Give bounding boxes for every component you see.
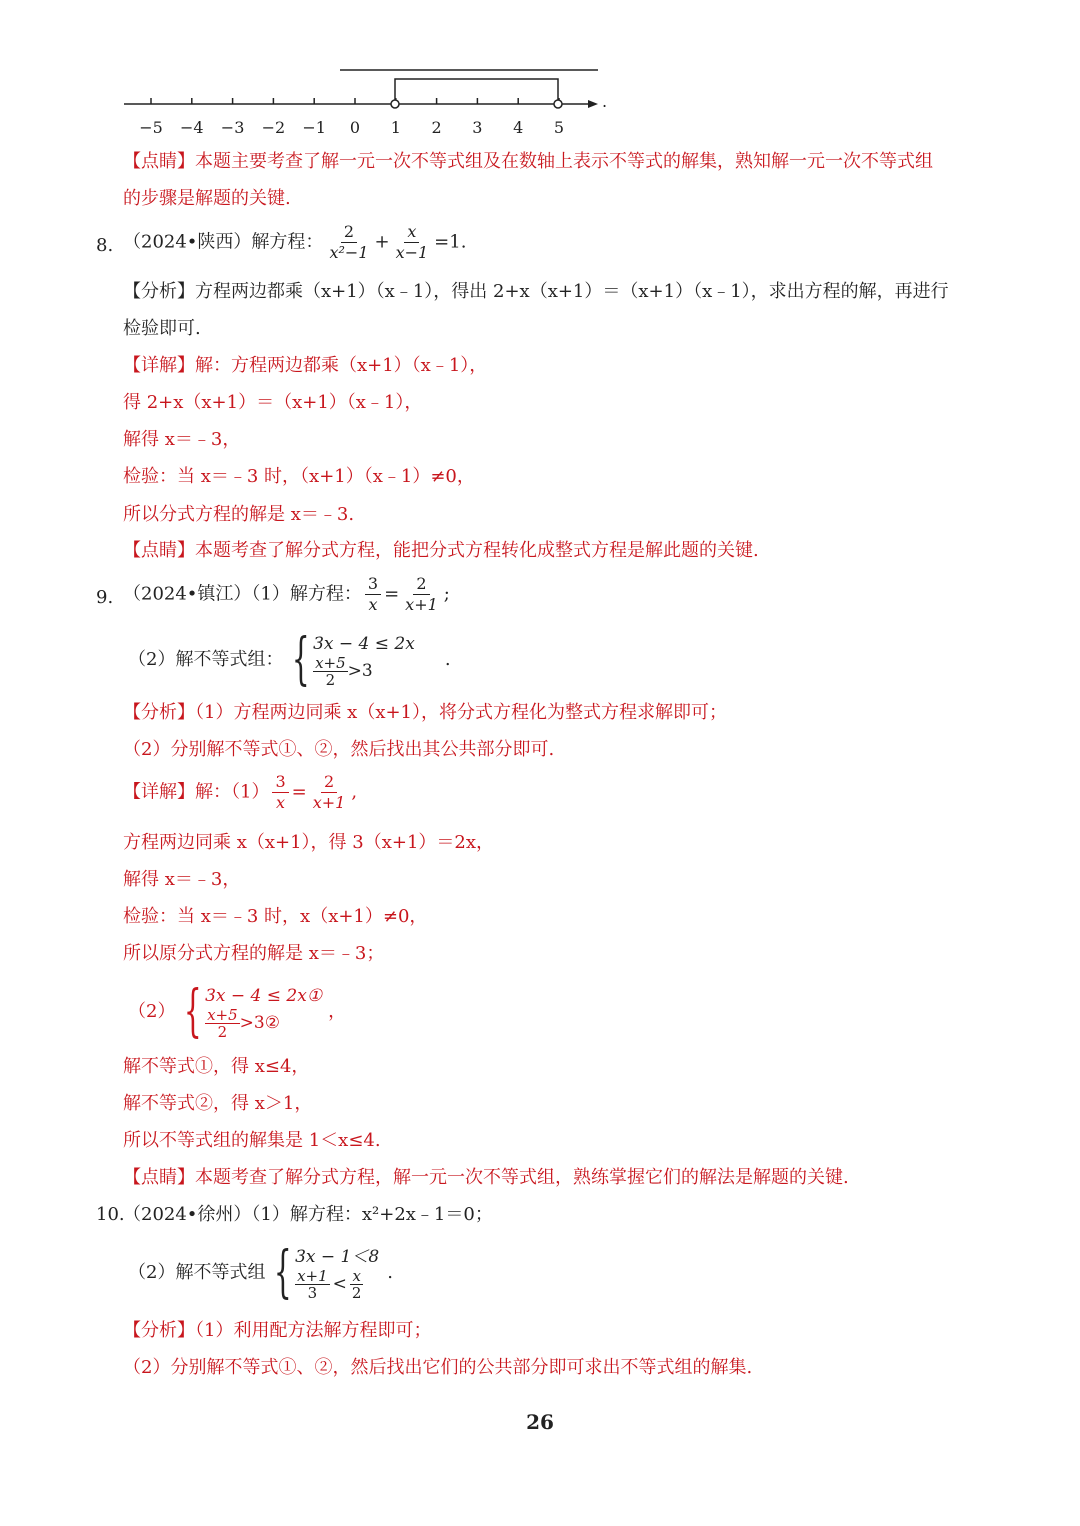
tick-label-10: 5 [553, 118, 565, 137]
number-line [118, 60, 638, 140]
tick-label-4: −1 [302, 118, 326, 137]
open-point-1 [391, 100, 399, 108]
q9-frac1: $\frac{3}{x}$ [365, 574, 381, 615]
open-point-5 [554, 100, 562, 108]
q9-inequality-system: { 3x − 4 ≤ 2x $\frac{x+5}{2}$ >3 [292, 627, 415, 692]
q9-dianjing: 【点睛】本题考查了解分式方程，解一元一次不等式组，熟练掌握它们的解法是解题的关键. [123, 1167, 849, 1188]
q10-number: 10. [96, 1204, 125, 1225]
tick-label-2: −3 [220, 118, 245, 137]
q8-xiangjie-5: 所以分式方程的解是 x＝﹣3. [123, 504, 355, 525]
q8-number: 8. [96, 235, 114, 256]
q10-inequality-system: { 3x − 1＜8 $\frac{x+1}{3}$ < $\frac{x}{2}$ [274, 1240, 380, 1305]
q9-xiangjie-7: 解不等式②，得 x＞1， [123, 1093, 313, 1114]
q9-xiangjie-2: 方程两边同乘 x（x+1），得 3（x+1）＝2x， [123, 832, 495, 853]
q8-xiangjie-4: 检验：当 x＝﹣3 时，（x+1）（x﹣1）≠0， [123, 466, 475, 487]
q9-part2-solution: （2） { 3x − 4 ≤ 2x① $\frac{x+5}{2}$ >3② ， [128, 979, 347, 1044]
q9-solution-system: { 3x − 4 ≤ 2x① $\frac{x+5}{2}$ >3② [184, 979, 323, 1044]
q8-stem: （2024•陕西）解方程： $\frac{2}{\text{x²−1}}$ + $\frac{x}{x-1}$ =1. [123, 222, 467, 262]
tick-label-7: 2 [431, 118, 442, 137]
q9-xiangjie-5: 所以原分式方程的解是 x＝﹣3； [123, 943, 385, 964]
axis-arrow [588, 100, 598, 108]
tick-label-3: −2 [261, 118, 286, 137]
q9-xiangjie-4: 检验：当 x＝﹣3 时，x（x+1）≠0， [123, 906, 428, 927]
tick-label-9: 4 [513, 118, 524, 137]
page-number: 26 [526, 1410, 554, 1434]
trailing-dot: . [602, 92, 608, 111]
q10-fenxi-1: 【分析】（1）利用配方法解方程即可； [123, 1320, 432, 1341]
q9-xiangjie-8: 所以不等式组的解集是 1＜x≤4. [123, 1130, 381, 1151]
q8-xiangjie-3: 解得 x＝﹣3， [123, 429, 241, 450]
interval-1-to-5 [395, 79, 558, 104]
q9-frac2: $\frac{2}{x+1}$ [405, 574, 438, 614]
q8-xiangjie-2: 得 2+x（x+1）＝（x+1）（x﹣1）， [123, 392, 423, 413]
q9-fenxi-1: 【分析】（1）方程两边同乘 x（x+1），将分式方程化为整式方程求解即可； [123, 702, 728, 723]
q9-xiangjie-6: 解不等式①，得 x≤4， [123, 1056, 310, 1077]
tick-label-1: −4 [180, 118, 204, 137]
q7-dianjing-line1: 【点睛】本题主要考查了解一元一次不等式组及在数轴上表示不等式的解集，熟知解一元一次不等式组 [123, 151, 933, 172]
q8-frac1: $\frac{2}{\text{x²−1}}$ [329, 222, 369, 262]
q8-xiangjie-1: 【详解】解：方程两边都乘（x+1）（x﹣1）， [123, 355, 488, 376]
q9-xiangjie-1: 【详解】解：（1） $\frac{3}{x}$ = $\frac{2}{x+1}$ , [123, 772, 358, 812]
tick-label-5: 0 [349, 118, 361, 137]
q8-fenxi-line2: 检验即可. [123, 318, 201, 339]
q9-number: 9. [96, 587, 114, 608]
q10-part2: （2）解不等式组 { 3x − 1＜8 $\frac{x+1}{3}$ < $\frac{x}{2}$ . [128, 1240, 393, 1305]
tick-label-0: −5 [139, 118, 163, 137]
q9-part1: （2024•镇江）（1）解方程： $\frac{3}{x}$ = $\frac{2}{x+1}$ ; [123, 574, 450, 614]
q8-fenxi-line1: 【分析】方程两边都乘（x+1）（x﹣1），得出 2+x（x+1）＝（x+1）（x﹣1），求出方程的解，再进行 [123, 281, 949, 302]
q8-dianjing: 【点睛】本题考查了解分式方程，能把分式方程转化成整式方程是解此题的关键. [123, 540, 759, 561]
q9-xiangjie-3: 解得 x＝﹣3， [123, 869, 241, 890]
q10-part1: （2024•徐州）（1）解方程：x²+2x﹣1＝0； [123, 1204, 493, 1225]
q8-prefix: （2024•陕西）解方程： [123, 231, 324, 253]
q7-dianjing-line2: 的步骤是解题的关键. [123, 188, 291, 209]
q10-fenxi-2: （2）分别解不等式①、②，然后找出它们的公共部分即可求出不等式组的解集. [123, 1357, 753, 1378]
tick-label-6: 1 [390, 118, 401, 137]
tick-label-8: 3 [472, 118, 483, 137]
q9-part2: （2）解不等式组： { 3x − 4 ≤ 2x $\frac{x+5}{2}$ >3 . [128, 627, 451, 692]
q9-fenxi-2: （2）分别解不等式①、②，然后找出其公共部分即可. [123, 739, 555, 760]
q8-frac2: $\frac{x}{x-1}$ [395, 222, 429, 262]
